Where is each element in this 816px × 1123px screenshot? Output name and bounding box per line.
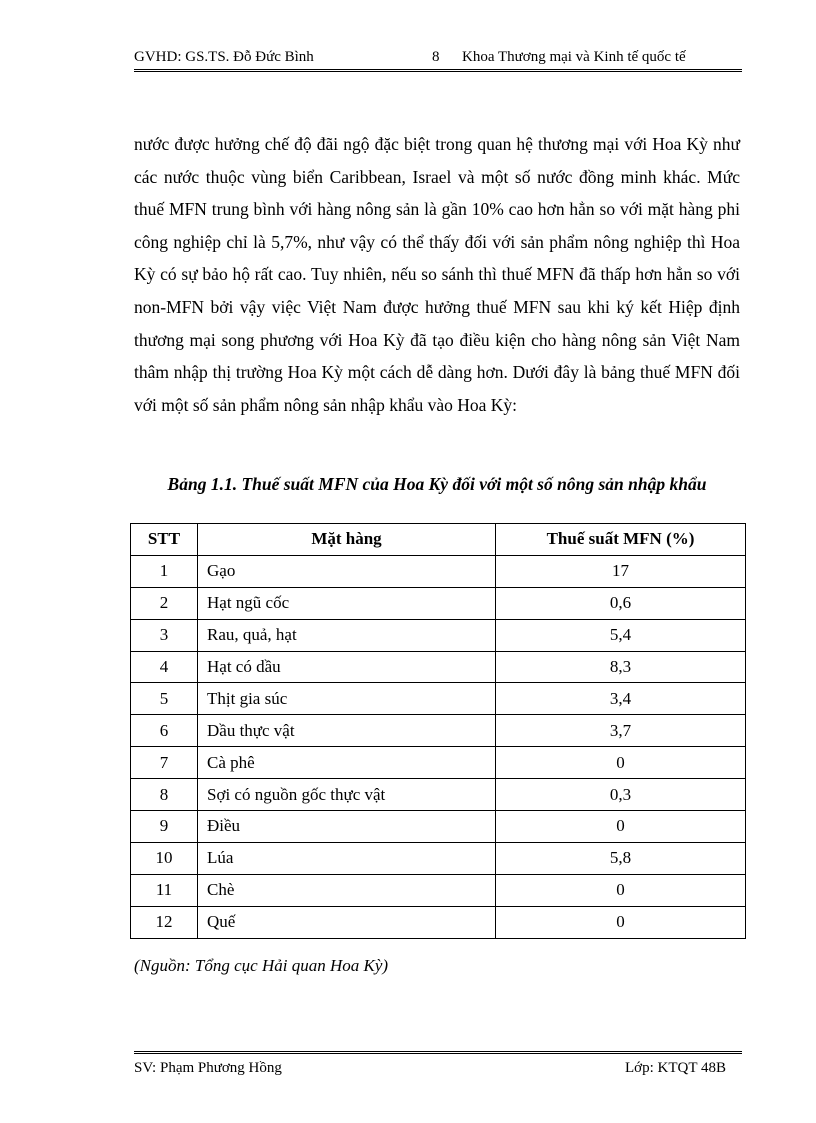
row-stt: 1 (131, 555, 198, 587)
row-stt: 9 (131, 811, 198, 843)
footer-student: SV: Phạm Phương Hồng (134, 1060, 282, 1076)
row-stt: 10 (131, 842, 198, 874)
table-row (131, 874, 746, 906)
table-row (131, 555, 746, 587)
table-row (131, 587, 746, 619)
row-item: Dầu thực vật (198, 715, 496, 747)
row-rate: 17 (496, 555, 746, 587)
row-rate: 5,8 (496, 842, 746, 874)
row-stt: 8 (131, 779, 198, 811)
header-stt: STT (131, 524, 198, 556)
row-stt: 3 (131, 619, 198, 651)
body-paragraph: nước được hưởng chế độ đãi ngộ đặc biệt trong quan hệ thương mại với Hoa Kỳ như các nước thuộc vùng biển Caribbean, Israel và một số nước đồng minh khác. Mức thuế MFN trung bình với hàng nông sản là gần 10% cao hơn hẳn so với mặt hàng phi công nghiệp chỉ là 5,7%, như vậy có thể thấy đối với sản phẩm nông nghiệp thì Hoa Kỳ có sự bảo hộ rất cao. Tuy nhiên, nếu so sánh thì thuế MFN đã thấp hơn hẳn so với non-MFN bởi vậy việc Việt Nam được hưởng thuế MFN sau khi ký kết Hiệp định thương mại song phương với Hoa Kỳ đã tạo điều kiện cho hàng nông sản Việt Nam thâm nhập thị trường Hoa Kỳ một cách dễ dàng hơn. Dưới đây là bảng thuế MFN đối với một số sản phẩm nông sản nhập khẩu vào Hoa Kỳ: (134, 134, 740, 415)
row-rate: 0 (496, 747, 746, 779)
row-rate: 3,4 (496, 683, 746, 715)
row-item: Sợi có nguồn gốc thực vật (198, 779, 496, 811)
table-row (131, 747, 746, 779)
row-stt: 5 (131, 683, 198, 715)
table-row (131, 811, 746, 843)
header-faculty: Khoa Thương mại và Kinh tế quốc tế (462, 49, 686, 65)
table-source: (Nguồn: Tổng cục Hải quan Hoa Kỳ) (134, 956, 389, 975)
mfn-tariff-table (130, 523, 746, 939)
row-item: Điều (198, 811, 496, 843)
header-rate: Thuế suất MFN (%) (496, 524, 746, 556)
row-stt: 7 (131, 747, 198, 779)
table-body (131, 555, 746, 938)
body-text (134, 128, 740, 421)
row-item: Chè (198, 874, 496, 906)
row-rate: 3,7 (496, 715, 746, 747)
row-stt: 2 (131, 587, 198, 619)
table-row (131, 842, 746, 874)
page-header (134, 47, 742, 72)
row-stt: 11 (131, 874, 198, 906)
row-item: Thịt gia súc (198, 683, 496, 715)
row-item: Cà phê (198, 747, 496, 779)
row-rate: 0 (496, 906, 746, 938)
table-header-row (131, 524, 746, 556)
row-item: Hạt có dầu (198, 651, 496, 683)
table-caption: Bảng 1.1. Thuế suất MFN của Hoa Kỳ đối với một số nông sản nhập khẩu (167, 474, 707, 494)
footer-class: Lớp: KTQT 48B (625, 1060, 726, 1076)
row-rate: 8,3 (496, 651, 746, 683)
table-row (131, 683, 746, 715)
header-supervisor: GVHD: GS.TS. Đỗ Đức Bình (134, 49, 314, 65)
row-rate: 0 (496, 874, 746, 906)
row-stt: 4 (131, 651, 198, 683)
page-footer (134, 1051, 742, 1080)
row-rate: 0,3 (496, 779, 746, 811)
row-rate: 0,6 (496, 587, 746, 619)
row-rate: 5,4 (496, 619, 746, 651)
page-number: 8 (432, 49, 440, 65)
table-row (131, 779, 746, 811)
header-item: Mặt hàng (198, 524, 496, 556)
row-item: Rau, quả, hạt (198, 619, 496, 651)
row-rate: 0 (496, 811, 746, 843)
table-row (131, 715, 746, 747)
row-item: Lúa (198, 842, 496, 874)
table-row (131, 619, 746, 651)
row-stt: 6 (131, 715, 198, 747)
row-stt: 12 (131, 906, 198, 938)
table-row (131, 906, 746, 938)
table-row (131, 651, 746, 683)
row-item: Gạo (198, 555, 496, 587)
row-item: Quế (198, 906, 496, 938)
row-item: Hạt ngũ cốc (198, 587, 496, 619)
